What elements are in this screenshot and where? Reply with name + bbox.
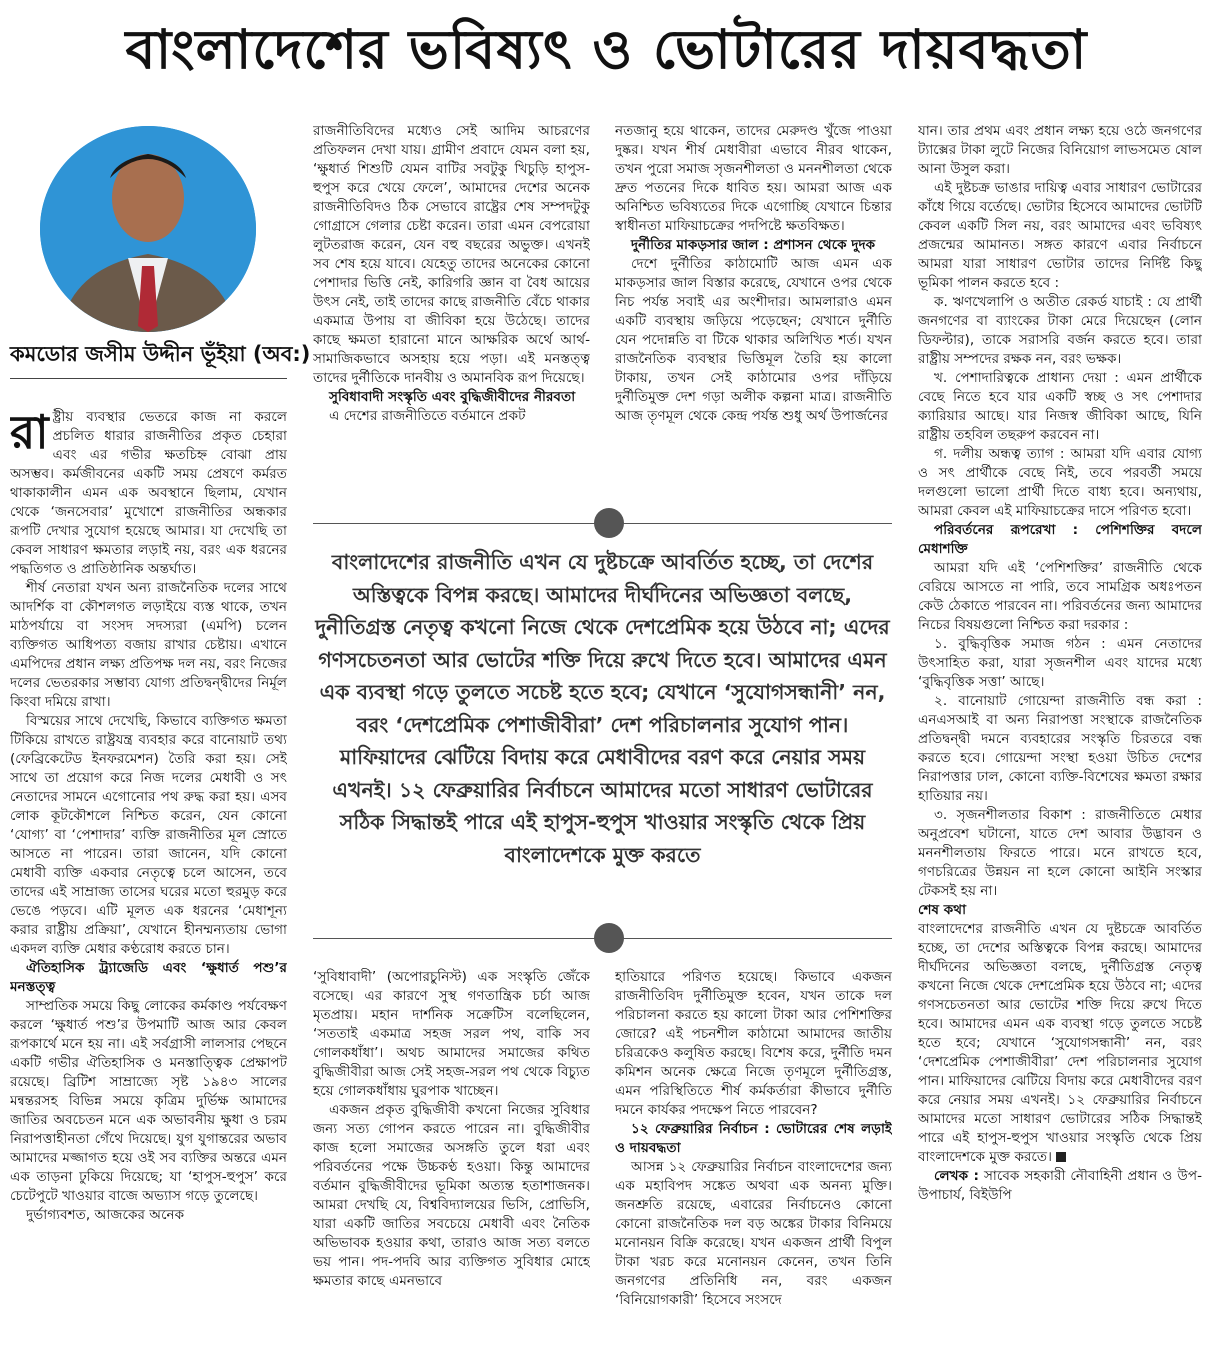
author-photo (40, 126, 256, 332)
col1-para-4: সাম্প্রতিক সময়ে কিছু লোকের কর্মকাণ্ড পর্যবেক্ষণ করলে ‘ক্ষুধার্ত পশু’র উপমাটি আজ আর কেবল রূপকার্থে মনে হয় না। এই সর্বগ্রাসী লালসার পেছনে একটি গভীর ঐতিহাসিক ও মনস্তাত্ত্বিক প্রেক্ষাপট রয়েছে। ব্রিটিশ সাম্রাজ্যে সৃষ্ট ১৯৪৩ সালের মন্বন্তরসহ বিভিন্ন সময়ে কৃত্রিম দুর্ভিক্ষ আমাদের জাতির অবচেতন মনে এক অভাবনীয় ক্ষুধা ও চরম নিরাপত্তাহীনতা গেঁথে দিয়েছে। যুগ যুগান্তরের অভাব আমাদের মজ্জাগত হয়ে ওই সব ব্যক্তির অন্তরে এমন এক তাড়না ঢুকিয়ে দিয়েছে; যা ‘হাপুস-হুপুস’ করে চেটেপুটে খাওয়ার বাজে অভ্যাস গড়ে তুলেছে। (10, 998, 287, 1204)
col2b-para-2: একজন প্রকৃত বুদ্ধিজীবী কখনো নিজের সুবিধার জন্য সত্য গোপন করতে পারেন না। বুদ্ধিজীবীর কাজ হলো সমাজের অসঙ্গতি তুলে ধরা এবং পরিবর্তনের পক্ষে উচ্চকণ্ঠ হওয়া। কিন্তু আমাদের বর্তমান বুদ্ধিজীবীদের ভূমিকা অত্যন্ত হতাশাজনক। আমরা দেখছি যে, বিশ্ববিদ্যালয়ের ভিসি, প্রোভিসি, যারা একটি জাতির সবচেয়ে মেধাবী এবং নৈতিক অভিভাবক হওয়ার কথা, তারাও আজ সত্য বলতে ভয় পান। পদ-পদবি আর ব্যক্তিগত সুবিধার মোহে ক্ষমতার কাছে এমনভাবে (313, 1102, 590, 1289)
col3b-para-2: আসন্ন ১২ ফেব্রুয়ারির নির্বাচন বাংলাদেশের জন্য এক মহাবিপদ সঙ্কেত অথবা এক অনন্য মুক্তি। জনশ্রুতি রয়েছে, এবারের নির্বাচনেও কোনো কোনো রাজনৈতিক দল বড় অঙ্কের টাকার বিনিময়ে মনোনয়ন বিক্রি করেছে। যখন একজন প্রার্থী বিপুল টাকা খরচ করে মনোনয়ন কেনেন, তখন তিনি জনগণের প্রতিনিধি নন, বরং একজন ‘বিনিয়োগকারী’ হিসেবে সংসদে (615, 1159, 892, 1308)
col1-subheading: ঐতিহাসিক ট্র্যাজেডি এবং ‘ক্ষুধার্ত পশু’র মনস্তত্ত্ব (10, 960, 287, 995)
col4-para-9: ৩. সৃজনশীলতার বিকাশ : রাজনীতিতে মেধার অনুপ্রবেশ ঘটানো, যাতে দেশ আবার উদ্ভাবন ও মননশীলতায় ফিরতে পারে। মনে রাখতে হবে, গণচরিত্রের উন্নয়ন না হলে কোনো আইনি সংস্কার টেকসই হয় না। (918, 807, 1202, 899)
author-name: কমডোর জসীম উদ্দীন ভূঁইয়া (অব:) (10, 342, 311, 366)
pull-quote: বাংলাদেশের রাজনীতি এখন যে দুষ্টচক্রে আবর্তিত হচ্ছে, তা দেশের অস্তিত্বকে বিপন্ন করছে। আমাদের দীর্ঘদিনের অভিজ্ঞতা বলছে, দুনীতিগ্রস্ত নেতৃত্ব কখনো নিজে থেকে দেশপ্রেমিক হয়ে উঠবে না; এদের গণসচেতনতা আর ভোটের শক্তি দিয়ে রুখে দিতে হবে। আমাদের এমন এক ব্যবস্থা গড়ে তুলতে সচেষ্ট হতে হবে; যেখানে ‘সুযোগসন্ধানী’ নন, বরং ‘দেশপ্রেমিক পেশাজীবীরা’ দেশ পরিচালনার সুযোগ পান। মাফিয়াদের ঝেটিয়ে বিদায় করে মেধাবীদের বরণ করে নেয়ার সময় এখনই। ১২ ফেব্রুয়ারির নির্বাচনে আমাদের মতো সাধারণ ভোটারের সঠিক সিদ্ধান্তই পারে এই হাপুস-হুপুস খাওয়ার সংস্কৃতি থেকে প্রিয় বাংলাদেশকে মুক্ত করতে (315, 550, 890, 867)
col3-subheading: দুর্নীতির মাকড়সার জাল : প্রশাসন থেকে দুদক (631, 237, 876, 253)
col4-para-1: যান। তার প্রথম এবং প্রধান লক্ষ্য হয়ে ওঠে জনগণের ট্যাক্সের টাকা লুটে নিজের বিনিয়োগ লাভসমেত ষোল আনা উসুল করা। (918, 123, 1202, 177)
col4-para-5: গ. দলীয় অন্ধত্ব ত্যাগ : আমরা যদি এবার যোগ্য ও সৎ প্রার্থীকে বেছে নিই, তবে পরবর্তী সময়ে দলগুলো ভালো প্রার্থী দিতে বাধ্য হবে। অন্যথায়, আমরা কেবল এই মাফিয়াচক্রের দাসে পরিণত হবো। (918, 446, 1202, 519)
col2-para-2: এ দেশের রাজনীতিতে বর্তমানে প্রকট (329, 408, 526, 424)
column-2-top (313, 122, 590, 494)
col3b-subheading: ১২ ফেব্রুয়ারির নির্বাচন : ভোটারের শেষ লড়াই ও দায়বদ্ধতা (615, 1121, 892, 1156)
col4-subheading-1: পরিবর্তনের রূপরেখা : পেশিশক্তির বদলে মেধাশক্তি (918, 522, 1202, 557)
col4-para-4: খ. পেশাদারিত্বকে প্রাধান্য দেয়া : এমন প্রার্থীকে বেছে নিতে হবে যার একটি স্বচ্ছ ও সৎ পেশাদার ক্যারিয়ার আছে। যার নিজস্ব জীবিকা আছে, যিনি রাষ্ট্রীয় তহবিল তছরুপ করবেন না। (918, 370, 1202, 443)
col4-para-2: এই দুষ্টচক্র ভাঙার দায়িত্ব এবার সাধারণ ভোটারের কাঁধে গিয়ে বর্তেছে। ভোটার হিসেবে আমাদের ভোটটি কেবল একটি সিল নয়, বরং আমাদের এবং ভবিষ্যৎ প্রজন্মের আমানত। সঙ্গত কারণে এবার নির্বাচনে আমরা যারা সাধারণ ভোটার তাদের নির্দিষ্ট কিছু ভূমিকা পালন করতে হবে : (918, 180, 1202, 291)
byline-text: সাবেক সহকারী নৌবাহিনী প্রধান ও উপ-উপাচার্য, বিইউপি (918, 1168, 1202, 1203)
col4-para-8: ২. বানোয়াট গোয়েন্দা রাজনীতি বন্ধ করা : এনএসআই বা অন্য নিরাপত্তা সংস্থাকে রাজনৈতিক প্রতিদ্বন্দ্বী দমনে ব্যবহারের সংস্কৃতি চিরতরে বন্ধ করতে হবে। গোয়েন্দা সংস্থা হওয়া উচিত দেশের নিরাপত্তার ঢাল, কোনো ব্যক্তি-বিশেষের ক্ষমতা রক্ষার হাতিয়ার নয়। (918, 693, 1202, 804)
col4-subheading-2: শেষ কথা (918, 902, 967, 918)
col4-para-7: ১. বুদ্ধিবৃত্তিক সমাজ গঠন : এমন নেতাদের উৎসাহিত করা, যারা সৃজনশীল এবং যাদের মধ্যে ‘বুদ্ধিবৃত্তিক সত্তা’ আছে। (918, 636, 1202, 690)
col1-para-3: বিস্ময়ের সাথে দেখেছি, কিভাবে ব্যক্তিগত ক্ষমতা টিকিয়ে রাখতে রাষ্ট্রযন্ত্র ব্যবহার করে বানোয়াট তথ্য (ফেব্রিকেটেড ইনফরমেশন) তৈরি করা হয়। সেই সাথে তা প্রয়োগ করে নিজ দলের মেধাবী ও সৎ নেতাদের সামনে এগোনোর পথ রুদ্ধ করা হয়। এসব লোক কূটকৌশলে নিশ্চিত করেন, যেন কোনো ‘যোগ্য’ বা ‘পেশাদার’ ব্যক্তি রাজনীতির মূল স্রোতে আসতে না পারেন। তারা জানেন, যদি কোনো মেধাবী ব্যক্তি একবার নেতৃত্বে চলে আসেন, তবে তাদের এই সাম্রাজ্য তাসের ঘরের মতো হুরমুড় করে ভেঙে পড়বে। এটি মূলত এক ধরনের ‘মেধাশূন্য করার রাষ্ট্রীয় প্রক্রিয়া’, যেখানে হীনম্মন্যতায় ভোগা একদল ব্যক্তি মেধার কণ্ঠরোধ করতে চান। (10, 713, 287, 957)
col4-para-6: আমরা যদি এই ‘পেশিশক্তির’ রাজনীতি থেকে বেরিয়ে আসতে না পারি, তবে সামগ্রিক অধঃপতন কেউ ঠেকাতে পারবেন না। পরিবর্তনের জন্য আমাদের নিচের বিষয়গুলো নিশ্চিত করা দরকার : (918, 560, 1202, 633)
author-rule (10, 378, 287, 379)
headline: বাংলাদেশের ভবিষ্যৎ ও ভোটারের দায়বদ্ধতা (125, 18, 1088, 81)
drop-cap: রা (10, 408, 49, 459)
col2b-para-1: ‘সুবিধাবাদী’ (অপোরচুনিস্ট) এক সংস্কৃতি জেঁকে বসেছে। এর কারণে সুস্থ গণতান্ত্রিক চর্চা আজ মৃতপ্রায়। মহান দার্শনিক সক্রেটিস বলেছিলেন, ‘সততাই একমাত্র সহজ সরল পথ, বাকি সব গোলকধাঁধা’। অথচ আমাদের সমাজের কথিত বুদ্ধিজীবীরা আজ সেই সহজ-সরল পথ থেকে বিচ্যুত হয়ে গোলকধাঁধায় ঘুরপাক খাচ্ছেন। (313, 969, 590, 1099)
column-2-bottom (313, 968, 590, 1353)
column-3-top (615, 122, 892, 494)
pullquote-top-dot (594, 508, 624, 538)
column-1 (10, 408, 287, 1353)
pullquote-bottom-dot (594, 923, 624, 953)
col4-para-3: ক. ঋণখেলাপি ও অতীত রেকর্ড যাচাই : যে প্রার্থী জনগণের বা ব্যাংকের টাকা মেরে দিয়েছেন (লোন ডিফল্টার), তাকে সরাসরি বর্জন করতে হবে। তারা রাষ্ট্রীয় সম্পদের রক্ষক নন, বরং ভক্ষক। (918, 294, 1202, 367)
byline-label: লেখক : (934, 1168, 979, 1184)
byline (918, 1167, 1202, 1205)
col3b-para-1: হাতিয়ারে পরিণত হয়েছে। কিভাবে একজন রাজনীতিবিদ দুর্নীতিমুক্ত হবেন, যখন তাকে দল পরিচালনা করতে হয় কালো টাকা আর পেশিশক্তির জোরে? এই পচনশীল কাঠামো আমাদের জাতীয় চরিত্রকেও কলুষিত করছে। বিশেষ করে, দুর্নীতি দমন কমিশন অনেক ক্ষেত্রে নিজে তৃণমূলে দুর্নীতিগ্রস্ত, এমন পরিস্থিতিতে শীর্ষ কর্মকর্তারা কীভাবে দুর্নীতি দমনে কার্যকর পদক্ষেপ নিতে পারবেন? (615, 969, 892, 1118)
col3-para-1: নতজানু হয়ে থাকেন, তাদের মেরুদণ্ড খুঁজে পাওয়া দুষ্কর। যখন শীর্ষ মেধাবীরা এভাবে নীরব থাকেন, তখন পুরো সমাজ সৃজনশীলতা ও মননশীলতা থেকে দ্রুত পতনের দিকে ধাবিত হয়। আমরা আজ এক অনিশ্চিত ভবিষ্যতের দিকে এগোচ্ছি যেখানে চিন্তার স্বাধীনতা মাফিয়াচক্রের পদপিষ্টে ক্ষতবিক্ষত। (615, 123, 892, 234)
col1-para-1: রাষ্ট্রীয় ব্যবস্থার ভেতরে কাজ না করলে প্রচলিত ধারার রাজনীতির প্রকৃত চেহারা এবং এর গভীর ক্ষতচিহ্ন বোঝা প্রায় অসম্ভব। কর্মজীবনের একটি সময় প্রেষণে কর্মরত থাকাকালীন এমন এক অবস্থানে ছিলাম, যেখান থেকে ‘জনসেবার’ মুখোশে রাজনীতির অন্ধকার রূপটি দেখার সুযোগ হয়েছে আমার। যা দেখেছি তা কেবল সাধারণ ক্ষমতার লড়াই নয়, বরং এক ধরনের পদ্ধতিগত ও প্রাতিষ্ঠানিক অন্তর্ঘাত। (10, 408, 287, 577)
column-4 (918, 122, 1202, 1353)
col2-para-1: রাজনীতিবিদের মধ্যেও সেই আদিম আচরণের প্রতিফলন দেখা যায়। গ্রামীণ প্রবাদে যেমন বলা হয়, ‘ক্ষুধার্ত শিশুটি যেমন বাটির সবটুকু খিচুড়ি হাপুস-হুপুস করে খেয়ে ফেলে’, আমাদের দেশের অনেক রাজনীতিবিদও ঠিক সেভাবে রাষ্ট্রের শেষ সম্পদটুকু গোগ্রাসে গেলার চেষ্টা করেন। তারা এমন বেপরোয়া লুটতরাজ করেন, যেন বহু বছরের অভুক্ত। এখনই সব শেষ হয়ে যাবে। যেহেতু তাদের অনেকের কোনো পেশাদার ভিত্তি নেই, কারিগরি জ্ঞান বা বৈধ আয়ের উৎস নেই, তাই তাদের কাছে রাজনীতি বেঁচে থাকার একমাত্র উপায় বা জীবিকা হয়ে উঠেছে। তাদের কাছে ক্ষমতা হারানো মানে আক্ষরিক অর্থে আর্থ-সামাজিকভাবে অসহায় হয়ে পড়া। এই মনস্তত্ত্ব তাদের দুর্নীতিকে দানবীয় ও অমানবিক রূপ দিয়েছে। (313, 123, 590, 386)
col1-para-5: দুর্ভাগ্যবশত, আজকের অনেক (26, 1207, 185, 1223)
col1-para-2: শীর্ষ নেতারা যখন অন্য রাজনৈতিক দলের সাথে আদর্শিক বা কৌশলগত লড়াইয়ে ব্যস্ত থাকে, তখন মাঠপর্যায়ে বা সংসদ সদস্যরা (এমপি) চলেন ব্যক্তিগত আধিপত্য বজায় রাখার চেষ্টায়। এখানে এমপিদের প্রধান লক্ষ্য প্রতিপক্ষ দল নয়, বরং নিজের দলের ভেতরকার সম্ভাব্য যোগ্য প্রতিদ্বন্দ্বীদের নির্মূল কিংবা দমিয়ে রাখা। (10, 580, 287, 710)
col2-subheading: সুবিধাবাদী সংস্কৃতি এবং বুদ্ধিজীবীদের নীরবতা (329, 389, 576, 405)
col4-para-10: বাংলাদেশের রাজনীতি এখন যে দুষ্টচক্রে আবর্তিত হচ্ছে, তা দেশের অস্তিত্বকে বিপন্ন করছে। আমাদের দীর্ঘদিনের অভিজ্ঞতা বলছে, দুর্নীতিগ্রস্ত নেতৃত্ব কখনো নিজে থেকে দেশপ্রেমিক হয়ে উঠবে না; এদের গণসচেতনতা আর ভোটের শক্তি দিয়ে রুখে দিতে হবে। আমাদের এমন এক ব্যবস্থা গড়ে তুলতে সচেষ্ট হতে হবে; যেখানে ‘সুযোগসন্ধানী’ নন, বরং ‘দেশপ্রেমিক পেশাজীবীরা’ দেশ পরিচালনার সুযোগ পান। মাফিয়াদের ঝেটিয়ে বিদায় করে মেধাবীদের বরণ করে নেয়ার সময় এখনই। ১২ ফেব্রুয়ারির নির্বাচনে আমাদের মতো সাধারণ ভোটারের সঠিক সিদ্ধান্তই পারে এই হাপুস-হুপুস খাওয়ার সংস্কৃতি থেকে প্রিয় বাংলাদেশকে মুক্ত করতে। (918, 921, 1202, 1165)
end-mark-icon (1056, 1152, 1066, 1162)
author-portrait-icon (40, 126, 256, 332)
col3-para-2: দেশে দুর্নীতির কাঠামোটি আজ এমন এক মাকড়সার জাল বিস্তার করেছে, যেখানে ওপর থেকে নিচ পর্যন্ত সবাই এর অংশীদার। আমলারাও এমন একটি ব্যবস্থায় জড়িয়ে পড়েছেন; যেখানে দুর্নীতি যেন পদোন্নতি বা টিকে থাকার অলিখিত শর্ত। যখন রাজনৈতিক ব্যবস্থার ভিত্তিমূল তৈরি হয় কালো টাকায়, তখন সেই কাঠামোর ওপর দাঁড়িয়ে দুর্নীতিমুক্ত দেশ গড়া অলীক কল্পনা মাত্র। রাজনীতি আজ তৃণমূল থেকে কেন্দ্র পর্যন্ত শুধু অর্থ উপার্জনের (615, 256, 892, 424)
column-3-bottom (615, 968, 892, 1353)
